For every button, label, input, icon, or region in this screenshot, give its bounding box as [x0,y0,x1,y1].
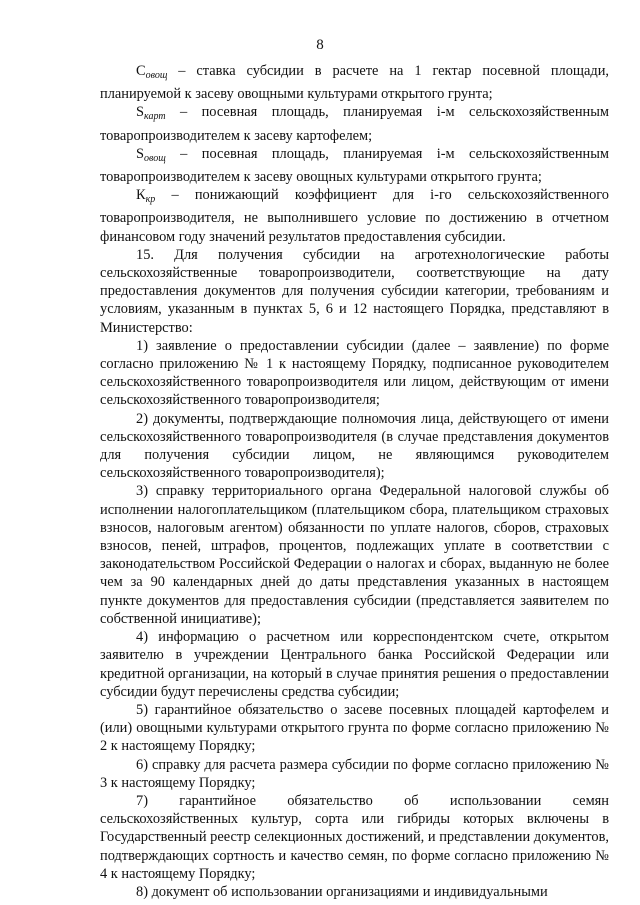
definition-text: – понижающий коэффициент для i-го сельскохозяйственного товаропроизводителя, не выполнившего условие по достижению в отчетном финансовом году значений результатов предоставления субсидии. [100,187,609,245]
list-item-4-bank-account-info: 4) информацию о расчетном или корреспондентском счете, открытом заявителю в учреждении Центрального банка Российской Федерации или кредитной организации, на который в случае принятия решения о предоставлении субсидии будут перечислены средства субсидии; [100,629,609,700]
variable-subscript: овощ [145,70,168,81]
definition-k-kr [100,186,609,246]
document-body [100,62,609,901]
variable-subscript: карт [144,111,166,123]
list-item-7-seed-guarantee: 7) гарантийное обязательство об использовании семян сельскохозяйственных культур, сорта или гибриды которых включены в Государственный реестр селекционных достижений, и представлении документов, подтверждающих сортность и качество семян, по форме согласно приложению № 4 к настоящему Порядку; [100,792,609,882]
list-item-6-subsidy-calculation: 6) справку для расчета размера субсидии по форме согласно приложению № 3 к настоящему Порядку; [100,756,609,791]
list-item-8-usage-document: 8) документ об использовании организациями и индивидуальными [136,883,548,900]
definition-c-ovoshch [100,62,609,103]
definition-text: – посевная площадь, планируемая i-м сельскохозяйственным товаропроизводителем к засеву овощных культурами открытого грунта; [100,145,609,186]
list-item-3-tax-certificate: 3) справку территориального органа Федеральной налоговой службы об исполнении налогоплательщиком (плательщиком сбора, плательщиком страховых взносов, налоговым агентом) обязанности по уплате налогов, сборов, страховых взносов, пеней, штрафов, процентов, подлежащих уплате в соответствии с законодательством Российской Федерации о налогах и сборах, выданную не более чем за 90 календарных дней до даты представления указанных в настоящем пункте документов для предоставления субсидии (представляется заявителем по собственной инициативе); [100,483,609,627]
variable-subscript: овощ [144,152,166,164]
variable-symbol: С [136,63,146,79]
variable-symbol: S [136,104,145,121]
clause-15-intro: 15. Для получения субсидии на агротехнологические работы сельскохозяйственные товаропроизводители, соответствующие на дату предоставления документов для получения субсидии категории, требованиям и условиям, указанным в пунктах 5, 6 и 12 настоящего Порядка, представляют в Министерство: [100,246,609,336]
definition-text: – посевная площадь, планируемая i-м сельскохозяйственным товаропроизводителем к засеву картофелем; [100,104,609,144]
page-number: 8 [316,37,324,53]
definition-s-kart [100,103,609,144]
list-item-5-sowing-guarantee: 5) гарантийное обязательство о засеве посевных площадей картофелем и (или) овощными культурами открытого грунта по форме согласно приложению № 2 к настоящему Порядку; [100,701,609,755]
variable-symbol: S [136,145,145,162]
list-item-2-authority-documents: 2) документы, подтверждающие полномочия лица, действующего от имени сельскохозяйственного товаропроизводителя (в случае представления документов для получения субсидии лицом, не являющимся руководителем сельскохозяйственного товаропроизводителя); [100,410,609,482]
variable-symbol: К [136,187,146,204]
list-item-1-application: 1) заявление о предоставлении субсидии (далее – заявление) по форме согласно приложению № 1 к настоящему Порядку, подписанное руководителем сельскохозяйственного товаропроизводителя или лицом, действующим от имени сельскохозяйственного товаропроизводителя; [100,337,609,409]
variable-subscript: кр [145,194,156,206]
definition-s-ovoshch [100,145,609,186]
definition-text: – ставка субсидии в расчете на 1 гектар посевной площади, планируемой к засеву овощными культурами открытого грунта; [100,63,609,103]
